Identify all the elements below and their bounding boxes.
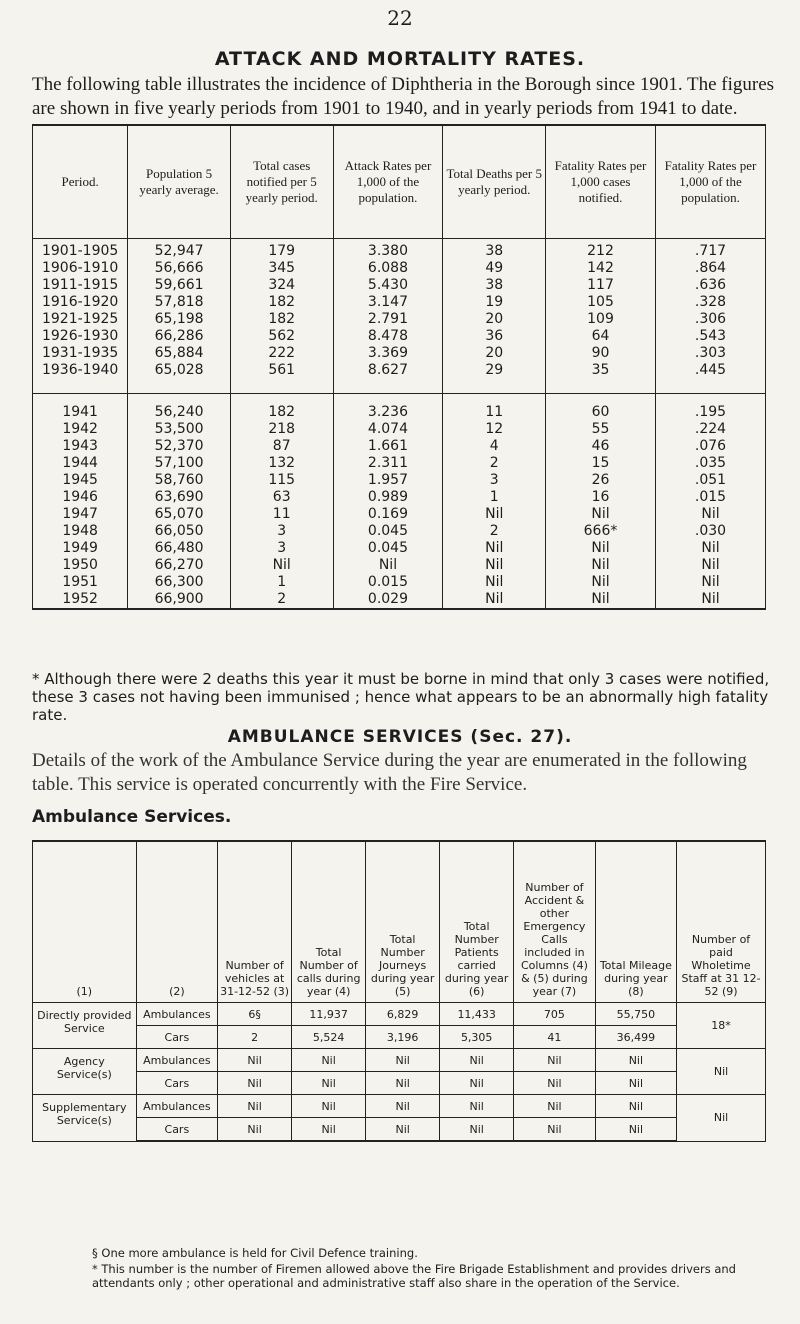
table-cell: .224: [655, 421, 765, 438]
table-cell: 65,884: [128, 345, 231, 362]
table-cell: 3.369: [333, 345, 443, 362]
table-cell: Nil: [546, 540, 656, 557]
ambulance-rows: [33, 1003, 766, 1142]
table-cell: 6§: [218, 1003, 292, 1026]
table-cell: 1931-1935: [33, 345, 128, 362]
table-row: [33, 421, 766, 438]
table-cell: 1950: [33, 557, 128, 574]
table-cell: 666*: [546, 523, 656, 540]
table-cell: 15: [546, 455, 656, 472]
table-cell: 20: [443, 345, 546, 362]
table-cell: .030: [655, 523, 765, 540]
table-cell: 115: [230, 472, 333, 489]
table-cell: Nil: [655, 557, 765, 574]
table-cell: 5,524: [292, 1026, 366, 1049]
table-row: [33, 591, 766, 609]
table-cell: 65,070: [128, 506, 231, 523]
table-cell: Nil: [514, 1049, 595, 1072]
table-cell: Nil: [514, 1118, 595, 1142]
table-row: [33, 362, 766, 394]
table-cell: 64: [546, 328, 656, 345]
table-cell: 57,818: [128, 294, 231, 311]
table-cell: 182: [230, 311, 333, 328]
table-cell: Nil: [514, 1072, 595, 1095]
table-cell: 0.015: [333, 574, 443, 591]
table-cell: 0.169: [333, 506, 443, 523]
table-cell: Nil: [218, 1095, 292, 1118]
service-label: Supplementary Service(s): [33, 1095, 137, 1142]
table-cell: 2: [443, 455, 546, 472]
table-cell: 3,196: [366, 1026, 440, 1049]
table-cell: 5.430: [333, 277, 443, 294]
table-cell: .306: [655, 311, 765, 328]
table-cell: 57,100: [128, 455, 231, 472]
table-cell: Nil: [440, 1118, 514, 1142]
column-header: Fatality Rates per 1,000 of the population.: [655, 125, 765, 239]
table-cell: 1941: [33, 394, 128, 422]
table-cell: Nil: [440, 1095, 514, 1118]
ambulance-paragraph: Details of the work of the Ambulance Service during the year are enumerated in the following table. This service is operated concurrently with the Fire Service.: [32, 750, 747, 795]
table-cell: Nil: [546, 591, 656, 609]
table-cell: 36: [443, 328, 546, 345]
table-cell: 29: [443, 362, 546, 394]
table-row: [33, 574, 766, 591]
table-cell: 55,750: [595, 1003, 676, 1026]
table-row: [33, 489, 766, 506]
ambulance-subtitle: Ambulance Services.: [32, 807, 232, 827]
table-cell: 36,499: [595, 1026, 676, 1049]
table-cell: Cars: [136, 1118, 217, 1142]
table-row: [33, 1095, 766, 1118]
table-cell: 142: [546, 260, 656, 277]
table-cell: Nil: [366, 1072, 440, 1095]
table-cell: 132: [230, 455, 333, 472]
table-cell: 3: [443, 472, 546, 489]
table-cell: 49: [443, 260, 546, 277]
table-cell: 66,286: [128, 328, 231, 345]
table-cell: .543: [655, 328, 765, 345]
table-cell: 1942: [33, 421, 128, 438]
table-cell: 1948: [33, 523, 128, 540]
diphtheria-rates-table: [32, 124, 766, 610]
table-cell: 212: [546, 239, 656, 261]
table-cell: 1949: [33, 540, 128, 557]
table-cell: Nil: [546, 557, 656, 574]
yearly-rows: [33, 394, 766, 610]
table-cell: 1936-1940: [33, 362, 128, 394]
table-cell: 2.791: [333, 311, 443, 328]
column-header: (2): [136, 841, 217, 1003]
table-cell: 55: [546, 421, 656, 438]
table-row: [33, 1118, 766, 1142]
table-cell: 66,300: [128, 574, 231, 591]
table-cell: .051: [655, 472, 765, 489]
table-cell: .717: [655, 239, 765, 261]
table-cell: Nil: [595, 1118, 676, 1142]
table-cell: Nil: [443, 574, 546, 591]
table-cell: 66,050: [128, 523, 231, 540]
table-cell: 87: [230, 438, 333, 455]
table-cell: Nil: [218, 1072, 292, 1095]
table-row: [33, 438, 766, 455]
table-cell: Nil: [440, 1049, 514, 1072]
table-cell: 0.029: [333, 591, 443, 609]
table-cell: Nil: [333, 557, 443, 574]
table-cell: Nil: [366, 1118, 440, 1142]
table-cell: 1901-1905: [33, 239, 128, 261]
column-header: Total Number Journeys during year (5): [366, 841, 440, 1003]
service-label: Directly provided Service: [33, 1003, 137, 1049]
table-cell: 1926-1930: [33, 328, 128, 345]
table-cell: Nil: [443, 557, 546, 574]
table-cell: 35: [546, 362, 656, 394]
table-cell: 218: [230, 421, 333, 438]
table-cell: 26: [546, 472, 656, 489]
table-row: [33, 472, 766, 489]
table-cell: 109: [546, 311, 656, 328]
table-cell: Nil: [440, 1072, 514, 1095]
table-cell: 2: [218, 1026, 292, 1049]
table-cell: 53,500: [128, 421, 231, 438]
table-cell: Ambulances: [136, 1003, 217, 1026]
table-cell: 65,028: [128, 362, 231, 394]
table-cell: Nil: [546, 574, 656, 591]
table-cell: 182: [230, 394, 333, 422]
column-header: Period.: [33, 125, 128, 239]
table-cell: Nil: [655, 591, 765, 609]
table-cell: 6,829: [366, 1003, 440, 1026]
table-cell: .195: [655, 394, 765, 422]
table-cell: 63,690: [128, 489, 231, 506]
table-cell: 46: [546, 438, 656, 455]
table-cell: Nil: [514, 1095, 595, 1118]
table-cell: 117: [546, 277, 656, 294]
table-cell: Nil: [546, 506, 656, 523]
table-cell: 2: [443, 523, 546, 540]
staff-count: Nil: [677, 1095, 766, 1142]
table-cell: 11,937: [292, 1003, 366, 1026]
table-cell: 182: [230, 294, 333, 311]
table-cell: Nil: [366, 1095, 440, 1118]
table-cell: 0.045: [333, 523, 443, 540]
table-cell: 90: [546, 345, 656, 362]
table-cell: 8.478: [333, 328, 443, 345]
table-cell: .636: [655, 277, 765, 294]
column-header: (1): [33, 841, 137, 1003]
table-cell: Nil: [292, 1118, 366, 1142]
table-cell: 345: [230, 260, 333, 277]
five-yearly-rows: [33, 239, 766, 394]
table-cell: Nil: [655, 540, 765, 557]
page-number: 22: [387, 6, 413, 30]
ambulance-section-title: AMBULANCE SERVICES (Sec. 27).: [227, 727, 573, 747]
table-cell: Nil: [292, 1049, 366, 1072]
table-cell: 66,270: [128, 557, 231, 574]
table-cell: Nil: [443, 591, 546, 609]
table-cell: 4: [443, 438, 546, 455]
table-cell: 222: [230, 345, 333, 362]
footnote: * This number is the number of Firemen allowed above the Fire Brigade Establishment and provides drivers and attendants only ; other operational and administrative staff also share in the operation of the Service.: [92, 1262, 736, 1290]
staff-count: 18*: [677, 1003, 766, 1049]
table-cell: .015: [655, 489, 765, 506]
table-cell: 66,480: [128, 540, 231, 557]
table-row: [33, 540, 766, 557]
footnote: § One more ambulance is held for Civil Defence training.: [92, 1246, 418, 1260]
table-cell: 0.045: [333, 540, 443, 557]
table-cell: 705: [514, 1003, 595, 1026]
table-cell: 1.661: [333, 438, 443, 455]
column-header: Population 5 yearly average.: [128, 125, 231, 239]
table-row: [33, 260, 766, 277]
table-cell: Cars: [136, 1026, 217, 1049]
table-cell: 16: [546, 489, 656, 506]
table-cell: 562: [230, 328, 333, 345]
table-cell: 105: [546, 294, 656, 311]
table-cell: Cars: [136, 1072, 217, 1095]
table-row: [33, 1026, 766, 1049]
table-cell: Nil: [230, 557, 333, 574]
table-cell: 11,433: [440, 1003, 514, 1026]
table-row: [33, 1049, 766, 1072]
table-cell: .035: [655, 455, 765, 472]
column-header: Total Number Patients carried during year (6): [440, 841, 514, 1003]
column-header: Attack Rates per 1,000 of the population.: [333, 125, 443, 239]
table-cell: 52,370: [128, 438, 231, 455]
table-header-row: [33, 841, 766, 1003]
table-cell: 1.957: [333, 472, 443, 489]
intro-paragraph: The following table illustrates the incidence of Diphtheria in the Borough since 1901. The figures are shown in five yearly periods from 1901 to 1940, and in yearly periods from 1941 to date.: [32, 74, 775, 119]
table-row: [33, 394, 766, 422]
table-row: [33, 1072, 766, 1095]
table-cell: 11: [230, 506, 333, 523]
table-cell: 1: [230, 574, 333, 591]
table-cell: 1951: [33, 574, 128, 591]
table-cell: Nil: [443, 506, 546, 523]
table-cell: 2: [230, 591, 333, 609]
table-cell: 0.989: [333, 489, 443, 506]
table-cell: 1945: [33, 472, 128, 489]
table-cell: Nil: [292, 1095, 366, 1118]
table-cell: 1906-1910: [33, 260, 128, 277]
table-cell: 38: [443, 277, 546, 294]
column-header: Total Mileage during year (8): [595, 841, 676, 1003]
table-cell: .076: [655, 438, 765, 455]
table-cell: Nil: [655, 506, 765, 523]
table-cell: Nil: [595, 1049, 676, 1072]
column-header: Total cases notified per 5 yearly period.: [230, 125, 333, 239]
table-row: [33, 557, 766, 574]
table-cell: 1: [443, 489, 546, 506]
table-row: [33, 277, 766, 294]
table-row: [33, 455, 766, 472]
table-cell: 60: [546, 394, 656, 422]
table-cell: 1943: [33, 438, 128, 455]
table-row: [33, 239, 766, 261]
table-cell: 3.147: [333, 294, 443, 311]
table-row: [33, 328, 766, 345]
table-cell: 179: [230, 239, 333, 261]
table-cell: 58,760: [128, 472, 231, 489]
table-cell: 561: [230, 362, 333, 394]
table-cell: 1946: [33, 489, 128, 506]
table-cell: Nil: [366, 1049, 440, 1072]
table-row: [33, 311, 766, 328]
table-cell: 1911-1915: [33, 277, 128, 294]
table-cell: 38: [443, 239, 546, 261]
table-cell: 11: [443, 394, 546, 422]
table-cell: Nil: [218, 1049, 292, 1072]
table-cell: .303: [655, 345, 765, 362]
table-cell: 12: [443, 421, 546, 438]
table-cell: Ambulances: [136, 1049, 217, 1072]
table-cell: Nil: [595, 1095, 676, 1118]
service-label: Agency Service(s): [33, 1049, 137, 1095]
table-cell: Nil: [655, 574, 765, 591]
table-cell: 5,305: [440, 1026, 514, 1049]
ambulance-services-table: [32, 840, 766, 1142]
table-cell: 20: [443, 311, 546, 328]
table-row: [33, 523, 766, 540]
section-title: ATTACK AND MORTALITY RATES.: [214, 48, 586, 70]
table-cell: 65,198: [128, 311, 231, 328]
table-cell: 2.311: [333, 455, 443, 472]
table-cell: 1916-1920: [33, 294, 128, 311]
ambulance-footnotes: [92, 1246, 752, 1292]
table-cell: 1921-1925: [33, 311, 128, 328]
staff-count: Nil: [677, 1049, 766, 1095]
table-cell: 8.627: [333, 362, 443, 394]
column-header: Total Deaths per 5 yearly period.: [443, 125, 546, 239]
table-cell: Nil: [443, 540, 546, 557]
column-header: Total Number of calls during year (4): [292, 841, 366, 1003]
table-cell: 19: [443, 294, 546, 311]
table-cell: 324: [230, 277, 333, 294]
column-header: Fatality Rates per 1,000 cases notified.: [546, 125, 656, 239]
table-cell: Ambulances: [136, 1095, 217, 1118]
column-header: Number of paid Wholetime Staff at 31 12-52 (9): [677, 841, 766, 1003]
table-cell: .328: [655, 294, 765, 311]
table-cell: 3: [230, 523, 333, 540]
table-cell: 1947: [33, 506, 128, 523]
table-cell: 56,240: [128, 394, 231, 422]
fatality-footnote: * Although there were 2 deaths this year it must be borne in mind that only 3 cases were notified, these 3 cases not having been immunised ; hence what appears to be an abnormally high fatality rate.: [32, 670, 770, 724]
table-cell: 6.088: [333, 260, 443, 277]
table-cell: 52,947: [128, 239, 231, 261]
table-cell: 1944: [33, 455, 128, 472]
table-cell: 41: [514, 1026, 595, 1049]
table-cell: 63: [230, 489, 333, 506]
column-header: Number of Accident & other Emergency Calls included in Columns (4) & (5) during year (7): [514, 841, 595, 1003]
table-cell: 4.074: [333, 421, 443, 438]
table-cell: 66,900: [128, 591, 231, 609]
table-cell: Nil: [218, 1118, 292, 1142]
table-row: [33, 1003, 766, 1026]
table-cell: Nil: [595, 1072, 676, 1095]
table-cell: 3.380: [333, 239, 443, 261]
table-cell: 59,661: [128, 277, 231, 294]
table-row: [33, 345, 766, 362]
table-row: [33, 294, 766, 311]
table-header-row: [33, 125, 766, 239]
table-cell: 3: [230, 540, 333, 557]
table-cell: 56,666: [128, 260, 231, 277]
table-cell: .445: [655, 362, 765, 394]
table-cell: Nil: [292, 1072, 366, 1095]
table-cell: 1952: [33, 591, 128, 609]
column-header: Number of vehicles at 31-12-52 (3): [218, 841, 292, 1003]
table-cell: .864: [655, 260, 765, 277]
table-cell: 3.236: [333, 394, 443, 422]
table-row: [33, 506, 766, 523]
